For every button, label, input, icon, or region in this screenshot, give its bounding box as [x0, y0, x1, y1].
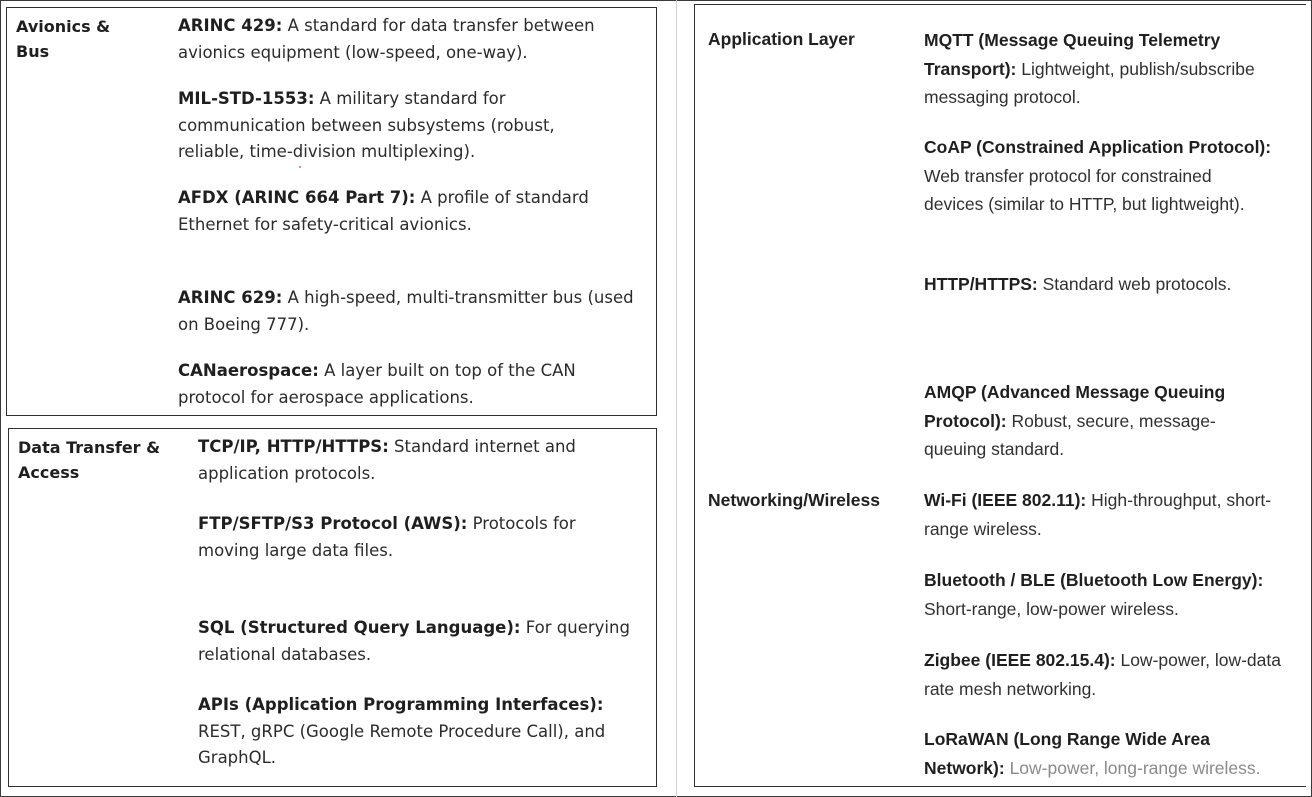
protocol-entry-http [924, 270, 1294, 299]
entry-description: A profile of standard Ethernet for safety-critical avionics. [178, 188, 589, 234]
entry-term: SQL (Structured Query Language): [198, 618, 521, 637]
protocol-entry-arinc-629 [178, 285, 648, 338]
protocol-entry-tcp-ip [198, 434, 628, 487]
protocol-entry-wifi [924, 486, 1289, 543]
protocol-entry-coap [924, 133, 1274, 219]
entry-description: Standard web protocols. [1037, 274, 1232, 294]
category-label: Data Transfer & Access [18, 438, 161, 482]
entry-term: TCP/IP, HTTP/HTTPS: [198, 437, 389, 456]
entry-description: Robust, secure, message-queuing standard. [924, 410, 1216, 459]
entry-description: Lightweight, publish/subscribe messaging protocol. [924, 58, 1255, 107]
entry-term: Zigbee (IEEE 802.15.4): [924, 650, 1116, 670]
entry-description: Standard internet and application protocols. [198, 437, 576, 483]
entry-term: MQTT (Message Queuing Telemetry Transport): [924, 30, 1221, 79]
category-label-application: Application Layer [708, 29, 855, 49]
entry-term: MIL-STD-1553: [178, 89, 315, 108]
protocol-entry-lorawan [924, 725, 1294, 782]
protocol-entry-apis [198, 692, 648, 772]
entry-term: ARINC 629: [178, 288, 283, 307]
category-label: Avionics & Bus [16, 17, 111, 61]
entry-description: High-throughput, short-range wireless. [924, 490, 1272, 539]
entry-term: FTP/SFTP/S3 Protocol (AWS): [198, 514, 468, 533]
entry-term: APIs (Application Programming Interfaces): [198, 695, 604, 714]
protocol-entry-arinc-429 [178, 13, 653, 66]
entry-description: Web transfer protocol for constrained devices (similar to HTTP, but lightweight). [924, 165, 1245, 214]
entry-term: LoRaWAN (Long Range Wide Area Network): [924, 729, 1211, 778]
entry-term: CANaerospace: [178, 361, 319, 380]
entry-term: AFDX (ARINC 664 Part 7): [178, 188, 416, 207]
protocol-entry-sql [198, 615, 656, 668]
entry-description: For querying relational databases. [198, 618, 630, 664]
entry-description: REST, gRPC (Google Remote Procedure Call), and GraphQL. [198, 721, 606, 767]
entry-term: AMQP (Advanced Message Queuing Protocol): [924, 382, 1226, 431]
entry-term: CoAP (Constrained Application Protocol): [924, 137, 1272, 157]
entry-description: A standard for data transfer between avionics equipment (low-speed, one-way). [178, 16, 595, 62]
entry-description: Short-range, low-power wireless. [924, 598, 1179, 619]
entry-term: Bluetooth / BLE (Bluetooth Low Energy): [924, 570, 1264, 590]
protocol-entry-mil-std-1553 [178, 86, 608, 166]
column-divider [676, 0, 677, 797]
protocol-entry-mqtt [924, 26, 1289, 112]
stray-mark [299, 166, 301, 168]
entry-description: A layer built on top of the CAN protocol for aerospace applications. [178, 361, 576, 407]
data-transfer-table [8, 428, 657, 787]
entry-description: Low-power, low-data rate mesh networking. [924, 650, 1281, 699]
entry-term: HTTP/HTTPS: [924, 274, 1038, 294]
protocol-entry-canaerospace [178, 358, 648, 411]
entry-term: Wi-Fi (IEEE 802.11): [924, 490, 1087, 510]
application-networking-table [694, 4, 1306, 787]
category-label-networking: Networking/Wireless [708, 490, 880, 510]
protocol-entry-zigbee [924, 646, 1289, 703]
protocol-entry-ftp [198, 511, 628, 564]
protocol-entry-bluetooth [924, 566, 1304, 623]
entry-term: ARINC 429: [178, 16, 283, 35]
entry-description: Protocols for moving large data files. [198, 514, 576, 560]
protocol-entry-amqp [924, 378, 1269, 464]
entry-description: A high-speed, multi-transmitter bus (used on Boeing 777). [178, 288, 634, 334]
protocol-entry-afdx [178, 185, 648, 238]
entry-description: A military standard for communication between subsystems (robust, reliable, time-division multiplexing). [178, 89, 555, 161]
entry-description: Low-power, long-range wireless. [1004, 757, 1261, 778]
avionics-bus-table [6, 7, 657, 416]
